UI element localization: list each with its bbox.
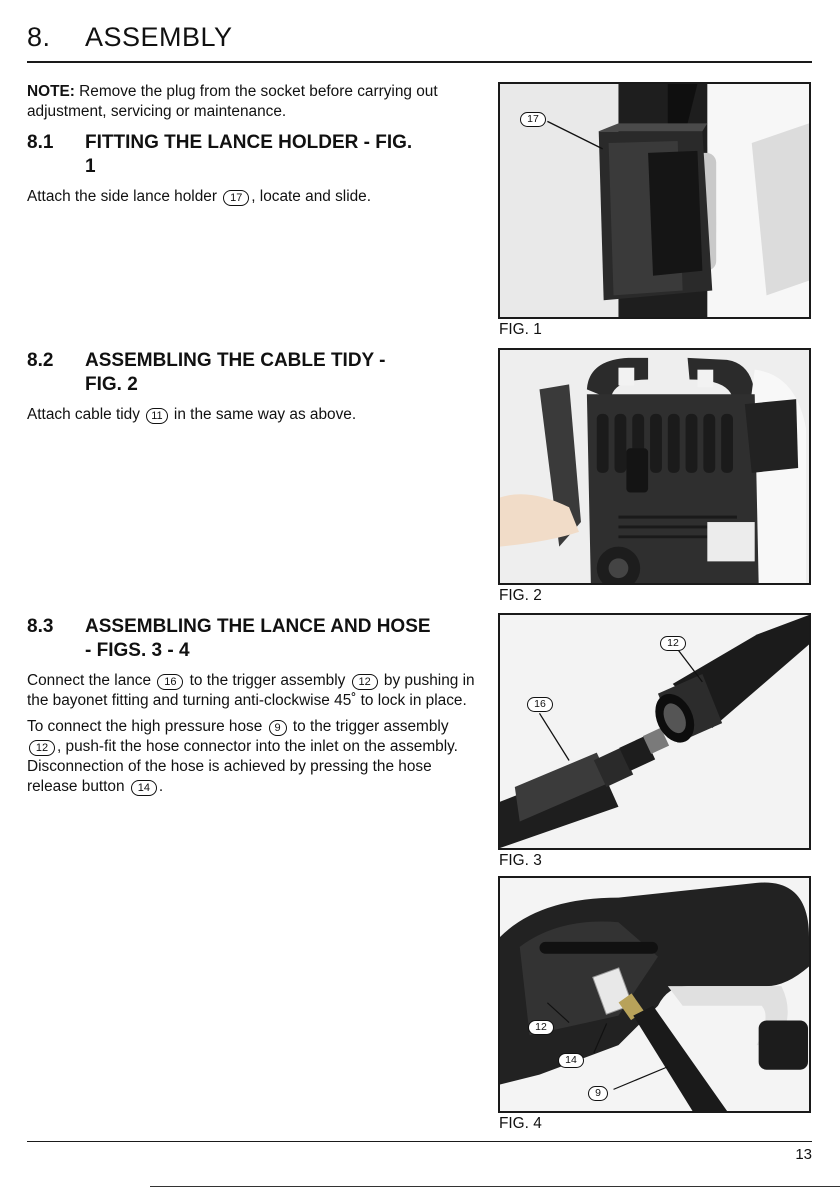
figure-4-photo [498, 876, 811, 1113]
figure-1-caption: FIG. 1 [499, 321, 542, 338]
section-paragraph: Connect the lance 16 to the trigger assembly 12 by pushing in the bayonet fitting and turning anti-clockwise 45˚ to lock in place. [27, 672, 475, 709]
figure-2-photo [498, 348, 811, 585]
lance-and-trigger-illustration [500, 615, 809, 848]
section-paragraph: Attach cable tidy 11 in the same way as above. [27, 406, 357, 423]
part-ref-badge: 17 [223, 190, 249, 206]
title-divider [27, 61, 812, 63]
part-ref-badge: 16 [157, 674, 183, 690]
figure-3-caption: FIG. 3 [499, 852, 542, 869]
trigger-and-hose-illustration [500, 878, 809, 1111]
section-number: 8. [27, 22, 51, 52]
part-ref-badge: 11 [146, 408, 167, 424]
section-paragraph: Attach the side lance holder 17 , locate and slide. [27, 188, 372, 205]
cable-tidy-illustration [500, 350, 809, 583]
section-title: ASSEMBLY [85, 22, 233, 52]
section-8-1 [27, 131, 477, 207]
fig3-callout-12: 12 [660, 636, 686, 651]
fig3-callout-16: 16 [527, 697, 553, 712]
page-number: 13 [795, 1146, 812, 1163]
part-ref-badge: 9 [269, 720, 287, 736]
page-title [27, 22, 233, 53]
part-ref-badge: 12 [29, 740, 55, 756]
fig4-callout-9: 9 [588, 1086, 608, 1101]
section-8-3 [27, 615, 477, 797]
note-label: NOTE: [27, 83, 75, 100]
fig1-callout-17: 17 [520, 112, 546, 127]
part-ref-badge: 12 [352, 674, 378, 690]
section-paragraph: To connect the high pressure hose 9 to the trigger assembly 12 , push-fit the hose connector into the inlet on the assembly. Disconnection of the hose is achieved by pressing the hose release button 14 . [27, 718, 458, 795]
note-block [27, 82, 477, 122]
figure-4-caption: FIG. 4 [499, 1115, 542, 1132]
fig4-callout-12: 12 [528, 1020, 554, 1035]
part-ref-badge: 14 [131, 780, 157, 796]
figure-2-caption: FIG. 2 [499, 587, 542, 604]
lance-holder-illustration [500, 84, 809, 317]
fig4-callout-14: 14 [558, 1053, 584, 1068]
figure-3-photo [498, 613, 811, 850]
crop-line [150, 1186, 840, 1187]
section-8-2 [27, 349, 477, 425]
section-heading: 8.3 ASSEMBLING THE LANCE AND HOSE - FIGS. 3 - 4 [27, 616, 431, 661]
section-heading: 8.1 FITTING THE LANCE HOLDER - FIG. 1 [27, 132, 413, 177]
footer-divider [27, 1141, 812, 1142]
note-text: Remove the plug from the socket before carrying out adjustment, servicing or maintenance. [27, 83, 438, 120]
section-heading: 8.2 ASSEMBLING THE CABLE TIDY - FIG. 2 [27, 350, 386, 395]
